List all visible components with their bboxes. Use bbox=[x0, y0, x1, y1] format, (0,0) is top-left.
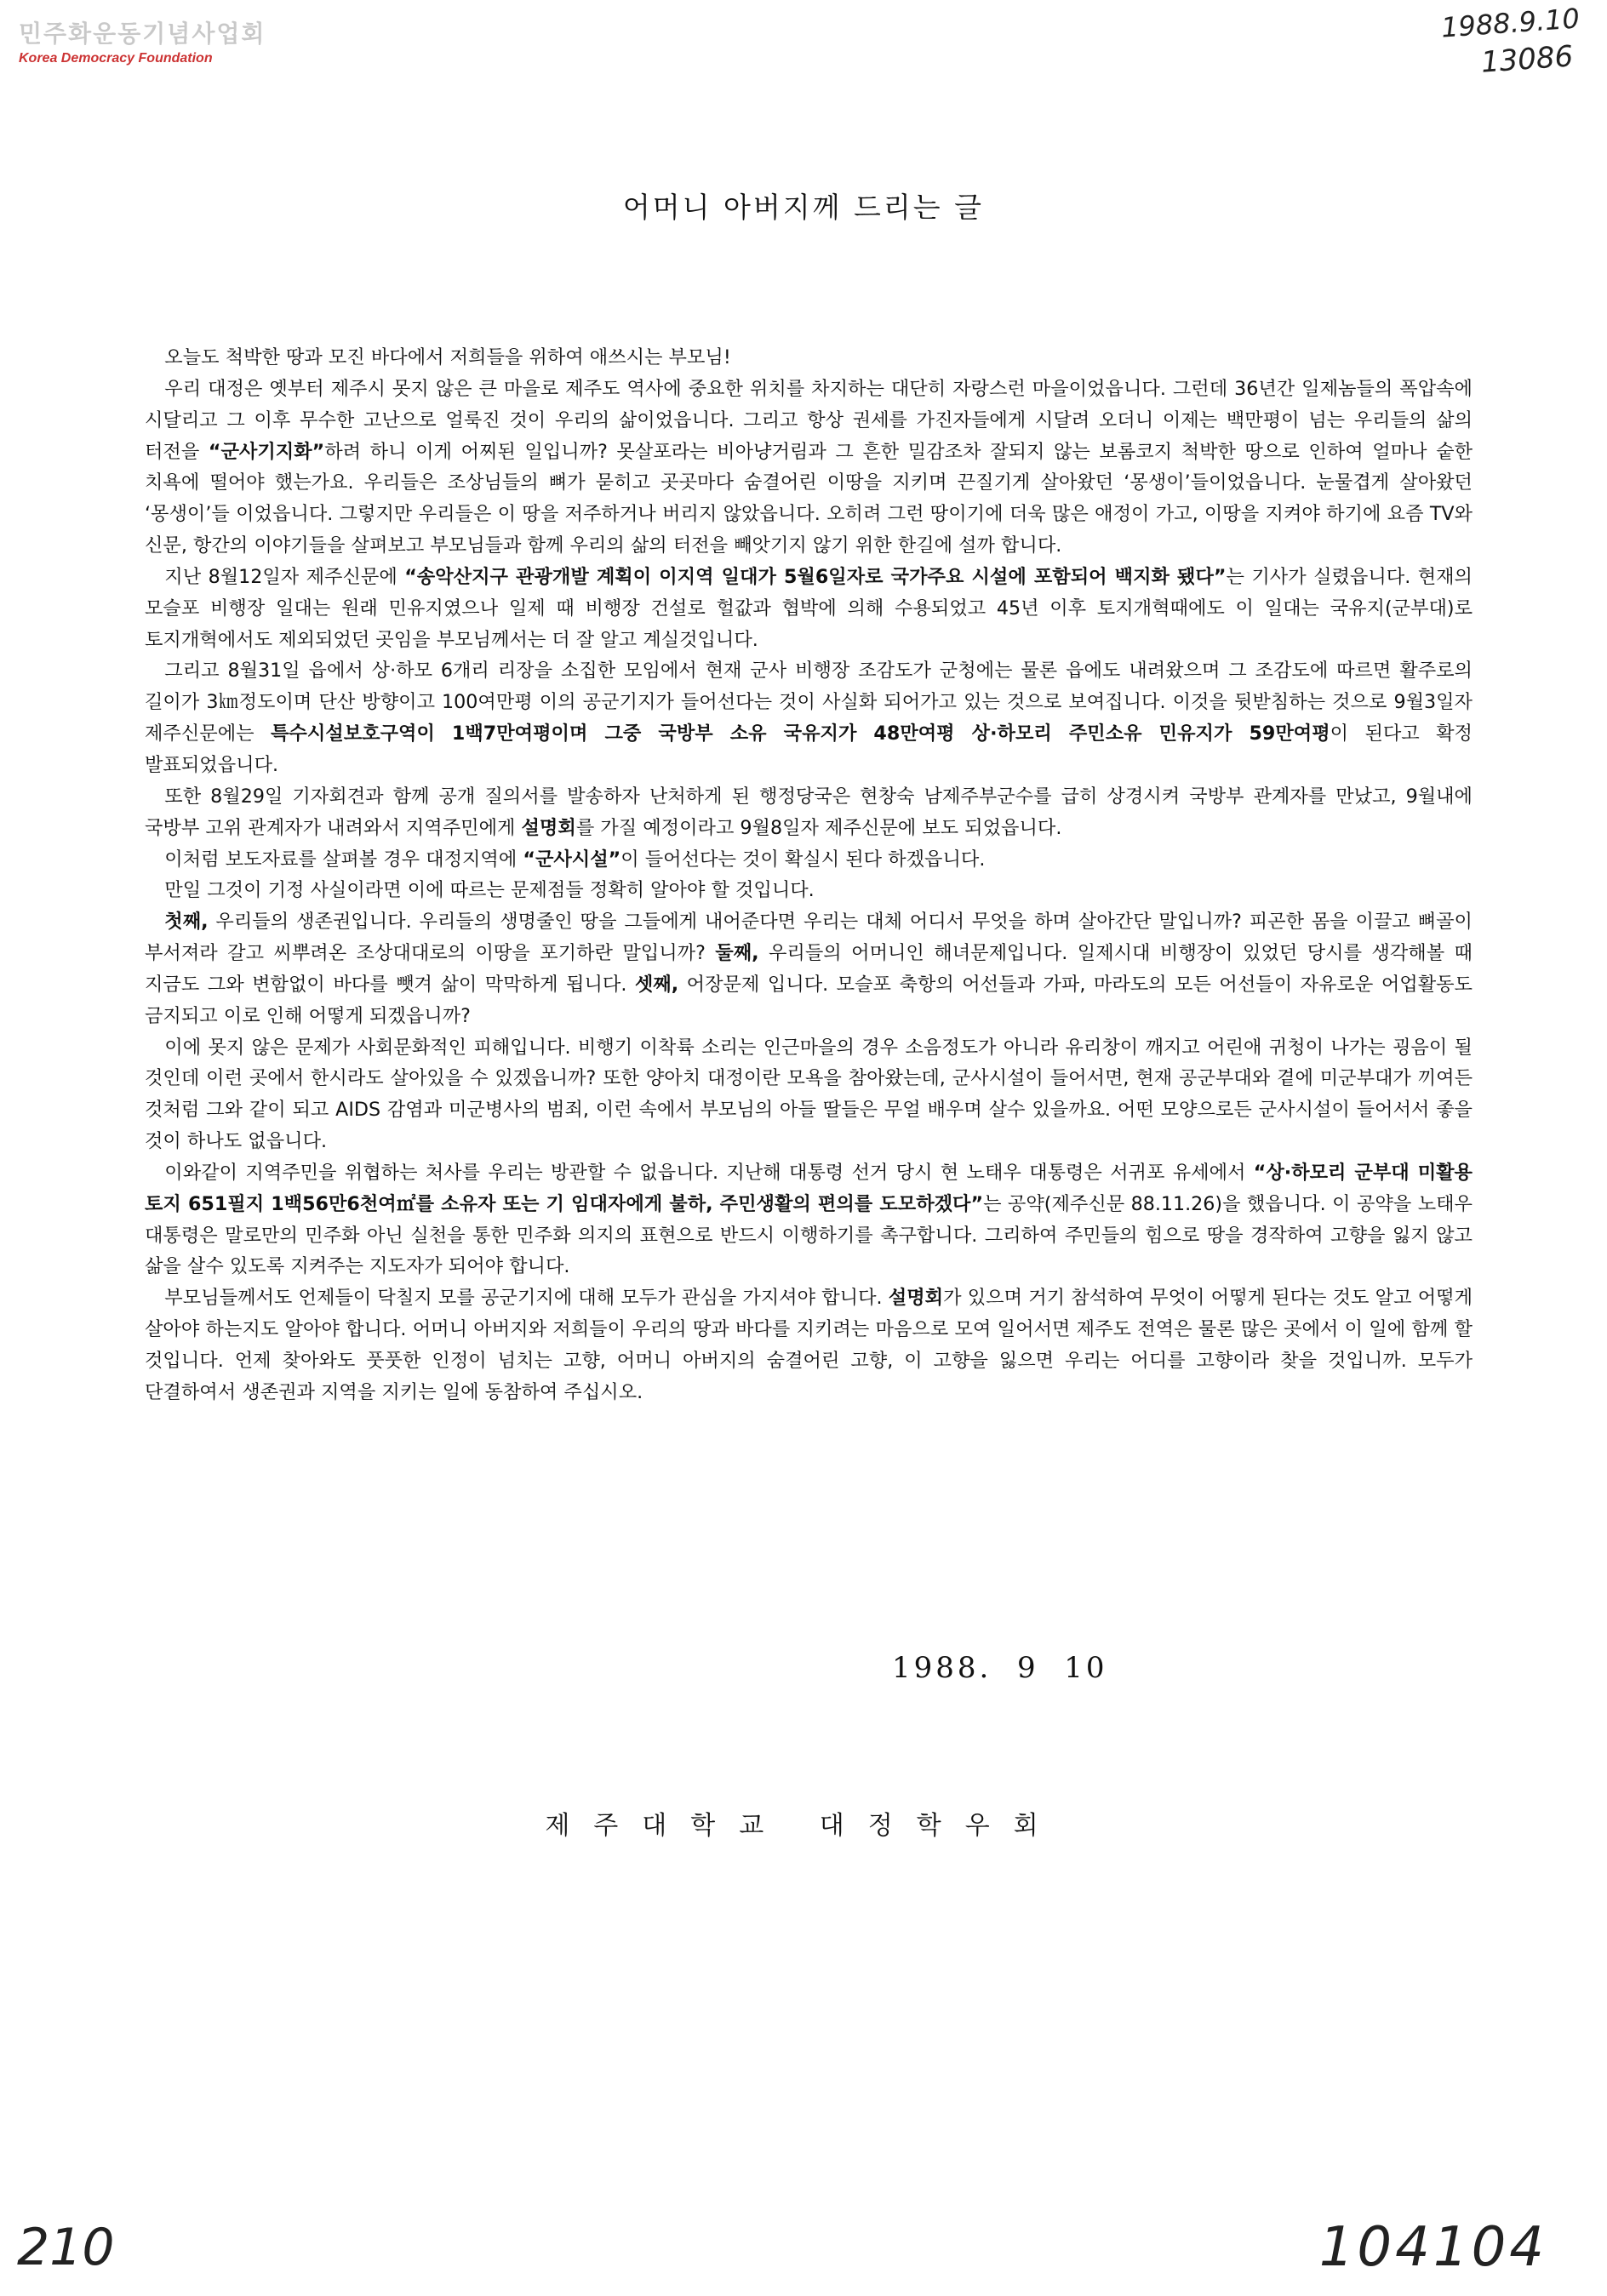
paragraph: 그리고 8월31일 읍에서 상·하모 6개리 리장을 소집한 모임에서 현재 군사 비행장 조감도가 군청에는 물론 읍에도 내려왔으며 그 조감도에 따르면 활주로의 길이가 3㎞정도이며 단산 방향이고 100여만평 이의 공군기지가 들어선다는 것이 사실화 되어가고 있는 것으로 보여집니다. 이것을 뒷받침하는 것으로 9월3일자 제주신문에는 특수시설보호구역이 1백7만여평이며 그중 국방부 소유 국유지가 48만여평 상·하모리 주민소유 민유지가 59만여평이 된다고 확정 발표되었읍니다. bbox=[145, 660, 1473, 776]
handwritten-archive-number: 104104 bbox=[1318, 2216, 1547, 2279]
paragraph: 우리 대정은 옛부터 제주시 못지 않은 큰 마을로 제주도 역사에 중요한 위치를 차지하는 대단히 자랑스런 마을이었읍니다. 그런데 36년간 일제놈들의 폭압속에 시달리고 그 이후 무수한 고난으로 얼룩진 것이 우리의 삶이었읍니다. 그리고 항상 권세를 가진자들에게 시달려 오더니 이제는 백만평이 넘는 우리들의 삶의 터전을 “군사기지화”하려 하니 이게 어찌된 일입니까? 못살포라는 비아냥거림과 그 흔한 밀감조차 잘되지 않는 보롬코지 척박한 땅으로 인하여 얼마나 숱한 치욕에 떨어야 했는가요. 우리들은 조상님들의 뼈가 묻히고 곳곳마다 숨결어린 이땅을 지키며 끈질기게 살아왔던 ‘몽생이’들이었읍니다. 눈물겹게 살아왔던 ‘몽생이’들 이었읍니다. 그렇지만 우리들은 이 땅을 저주하거나 버리지 않았읍니다. 오히려 그런 땅이기에 더욱 많은 애정이 가고, 이땅을 지켜야 하기에 요즘 TV와 신문, 항간의 이야기들을 살펴보고 부모님들과 함께 우리의 삶의 터전을 빼앗기지 않기 위한 한길에 설까 합니다. bbox=[145, 377, 1473, 557]
document-title: 어머니 아버지께 드리는 글 bbox=[622, 191, 985, 224]
paragraph: 부모님들께서도 언제들이 닥칠지 모를 공군기지에 대해 모두가 관심을 가지셔야 합니다. 설명회가 있으며 거기 참석하여 무엇이 어떻게 된다는 것도 알고 어떻게 살아야 하는지도 알아야 합니다. 어머니 아버지와 저희들이 우리의 땅과 바다를 지키려는 마음으로 모여 일어서면 제주도 전역은 물론 많은 곳에서 이 일에 함께 할 것입니다. 언제 찾아와도 풋풋한 인정이 넘치는 고향, 어머니 아버지의 숨결어린 고향, 이 고향을 잃으면 우리는 어디를 고향이라 찾을 것입니까. 모두가 단결하여서 생존권과 지역을 지키는 일에 동참하여 주십시오. bbox=[145, 1287, 1473, 1403]
watermark-logo bbox=[19, 15, 266, 66]
paragraph: 이처럼 보도자료를 살펴볼 경우 대정지역에 “군사시설”이 들어선다는 것이 확실시 된다 하겠읍니다. bbox=[164, 848, 986, 871]
paragraph: 지난 8월12일자 제주신문에 “송악산지구 관광개발 계획이 이지역 일대가 5월6일자로 국가주요 시설에 포함되어 백지화 됐다”는 기사가 실렸읍니다. 현재의 모슬포 비행장 일대는 원래 민유지였으나 일제 때 비행장 건설로 헐값과 협박에 의해 수용되었고 45년 이후 토지개혁때에도 이 일대는 국유지(군부대)로 토지개혁에서도 제외되었던 곳임을 부모님께서는 더 잘 알고 계실것입니다. bbox=[145, 565, 1473, 651]
watermark-english: Korea Democracy Foundation bbox=[19, 51, 213, 66]
handwritten-page-mark: 210 bbox=[17, 2218, 115, 2277]
paragraph: 만일 그것이 기정 사실이라면 이에 따르는 문제점들 정확히 알아야 할 것입니다. bbox=[164, 879, 815, 902]
paragraph: 이와같이 지역주민을 위협하는 처사를 우리는 방관할 수 없읍니다. 지난해 대통령 선거 당시 현 노태우 대통령은 서귀포 유세에서 “상·하모리 군부대 미활용 토지 651필지 1백56만6천여㎡를 소유자 또는 기 임대자에게 불하, 주민생활의 편의를 도모하겠다”는 공약(제주신문 88.11.26)을 했읍니다. 이 공약을 노태우 대통령은 말로만의 민주화 아닌 실천을 통한 민주화 의지의 표현으로 반드시 이행하기를 촉구합니다. 그리하여 주민들의 힘으로 땅을 경작하여 고향을 잃지 않고 삶을 살수 있도록 지켜주는 지도자가 되어야 합니다. bbox=[145, 1161, 1473, 1278]
paragraph: 오늘도 척박한 땅과 모진 바다에서 저희들을 위하여 애쓰시는 부모님! bbox=[164, 346, 731, 368]
paragraph: 이에 못지 않은 문제가 사회문화적인 피해입니다. 비행기 이착륙 소리는 인근마을의 경우 소음정도가 아니라 유리창이 깨지고 어린애 귀청이 나가는 굉음이 될 것인데 이런 곳에서 한시라도 살아있을 수 있겠읍니까? 또한 양아치 대정이란 모욕을 참아왔는데, 군사시설이 들어서면, 현재 공군부대와 곁에 미군부대가 끼여든 것처럼 그와 같이 되고 AIDS 감염과 미군병사의 범죄, 이런 속에서 부모님의 아들 딸들은 무얼 배우며 살수 있을까요. 어떤 모양으로든 군사시설이 들어서서 좋을 것이 하나도 없읍니다. bbox=[145, 1036, 1473, 1153]
handwritten-date: 1988.9.10 bbox=[1440, 2, 1581, 44]
handwritten-number: 13086 bbox=[1479, 39, 1575, 80]
organization-signature: 제주대학교 대정학우회 bbox=[545, 1811, 1062, 1841]
paragraph: 또한 8월29일 기자회견과 함께 공개 질의서를 발송하자 난처하게 된 행정당국은 현창숙 남제주부군수를 급히 상경시켜 국방부 관계자를 만났고, 9월내에 국방부 고위 관계자가 내려와서 지역주민에게 설명회를 가질 예정이라고 9월8일자 제주신문에 보도 되었읍니다. bbox=[145, 785, 1473, 839]
document-body bbox=[145, 342, 1473, 1408]
watermark-korean: 민주화운동기념사업회 bbox=[19, 20, 266, 48]
paragraph: 첫째, 우리들의 생존권입니다. 우리들의 생명줄인 땅을 그들에게 내어준다면 우리는 대체 어디서 무엇을 하며 살아간단 말입니까? 피곤한 몸을 이끌고 뼈골이 부서져라 갈고 씨뿌려온 조상대대로의 이땅을 포기하란 말입니까? 둘째, 우리들의 어머니인 해녀문제입니다. 일제시대 비행장이 있었던 당시를 생각해볼 때 지금도 그와 변함없이 바다를 뺏겨 삶이 막막하게 됩니다. 셋째, 어장문제 입니다. 모슬포 축항의 어선들과 가파, 마라도의 모든 어선들이 자유로운 어업활동도 금지되고 이로 인해 어떻게 되겠읍니까? bbox=[145, 911, 1473, 1027]
document-date: 1988. 9 10 bbox=[892, 1651, 1108, 1685]
